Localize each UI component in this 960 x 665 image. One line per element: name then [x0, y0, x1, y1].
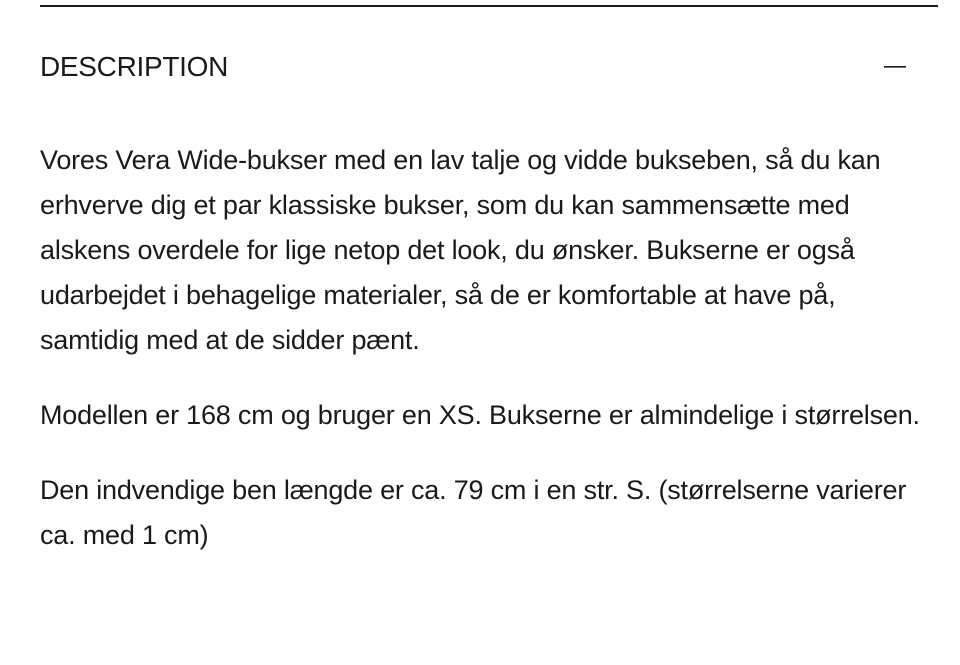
minus-icon[interactable] — [882, 54, 908, 80]
description-paragraph: Modellen er 168 cm og bruger en XS. Bukserne er almindelige i størrelsen. — [40, 400, 920, 430]
section-divider — [40, 5, 938, 7]
accordion-title: DESCRIPTION — [40, 51, 229, 82]
description-accordion-header[interactable] — [40, 40, 908, 94]
description-content — [40, 138, 930, 588]
description-paragraph: Den indvendige ben længde er ca. 79 cm i en str. S. (størrelserne varierer ca. med 1 cm) — [40, 475, 907, 550]
description-paragraph: Vores Vera Wide-bukser med en lav talje og vidde bukseben, så du kan erhverve dig et par klassiske bukser, som du kan sammensætte med alskens overdele for lige netop det look, du ønsker. Bukserne er også udarbejdet i behagelige materialer, så de er komfortable at have på, samtidig med at de sidder pænt. — [40, 145, 881, 355]
